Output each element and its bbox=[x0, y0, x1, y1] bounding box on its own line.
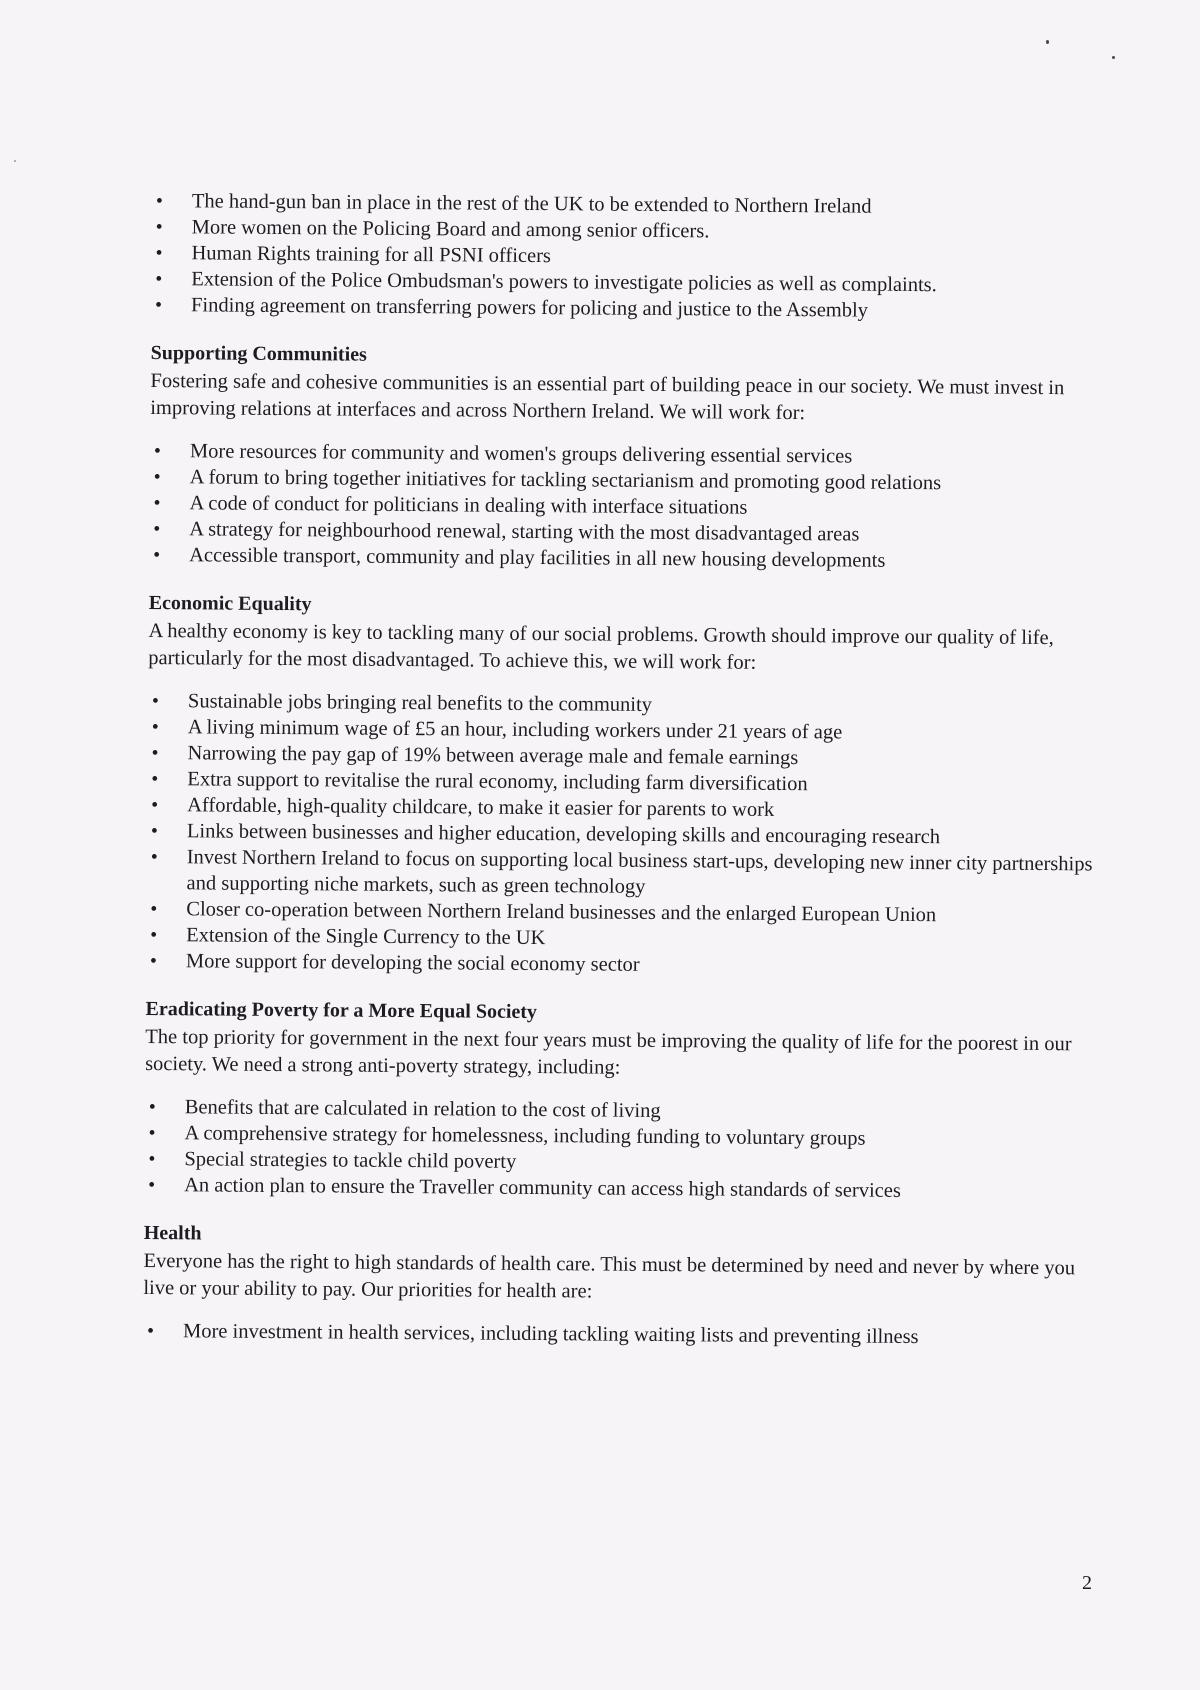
list-item: • Finding agreement on transferring powers for policing and justice to the Assembly bbox=[151, 292, 1111, 326]
scan-speck bbox=[1046, 40, 1049, 44]
list-item: • Sustainable jobs bringing real benefits to the community bbox=[148, 688, 1108, 722]
list-item: • A comprehensive strategy for homelessness, including funding to voluntary groups bbox=[144, 1120, 1104, 1154]
section-heading: Health bbox=[143, 1221, 202, 1245]
section-intro: The top priority for government in the next four years must be improving the quality of life for the poorest in our society. We need a strong anti-poverty strategy, including: bbox=[145, 1025, 1072, 1079]
section-heading: Supporting Communities bbox=[150, 341, 367, 366]
list-item: • Closer co-operation between Northern Ireland businesses and the enlarged European Union bbox=[146, 896, 1106, 930]
list-item: • An action plan to ensure the Traveller community can access high standards of services bbox=[144, 1172, 1104, 1206]
list-item: • More investment in health services, including tackling waiting lists and preventing illness bbox=[143, 1318, 1103, 1352]
list-item: • Extension of the Police Ombudsman's powers to investigate policies as well as complaints. bbox=[151, 266, 1111, 300]
list-item: • The hand-gun ban in place in the rest of the UK to be extended to Northern Ireland bbox=[152, 188, 1112, 222]
section-intro: Fostering safe and cohesive communities is an essential part of building peace in our society. We must invest in improving relations at interfaces and across Northern Ireland. We will work for: bbox=[150, 369, 1065, 425]
list-item: • Invest Northern Ireland to focus on supporting local business start-ups, developing new inner city partnerships and supporting niche markets, such as green technology bbox=[146, 844, 1106, 904]
list-item: • More resources for community and women's groups delivering essential services bbox=[150, 438, 1110, 472]
section-heading: Economic Equality bbox=[148, 591, 312, 616]
list-item: • A living minimum wage of £5 an hour, including workers under 21 years of age bbox=[148, 714, 1108, 748]
section-eradicating-poverty bbox=[144, 996, 1106, 1206]
list-item: • More support for developing the social economy sector bbox=[146, 948, 1106, 982]
document-body bbox=[143, 188, 1112, 1352]
list-item: • A code of conduct for politicians in dealing with interface situations bbox=[149, 490, 1109, 524]
section-list bbox=[144, 1094, 1105, 1206]
list-item: • Benefits that are calculated in relation to the cost of living bbox=[145, 1094, 1105, 1128]
list-item: • A strategy for neighbourhood renewal, starting with the most disadvantaged areas bbox=[149, 516, 1109, 550]
list-item: • A forum to bring together initiatives for tackling sectarianism and promoting good relations bbox=[150, 464, 1110, 498]
list-item: • Accessible transport, community and play facilities in all new housing developments bbox=[149, 542, 1109, 576]
list-item: • Human Rights training for all PSNI officers bbox=[151, 240, 1111, 274]
section-economic-equality bbox=[146, 590, 1109, 982]
section-heading: Eradicating Poverty for a More Equal Society bbox=[145, 997, 538, 1024]
section-list bbox=[146, 688, 1108, 982]
section-supporting-communities bbox=[149, 340, 1111, 576]
list-item: • Narrowing the pay gap of 19% between average male and female earnings bbox=[147, 740, 1107, 774]
scan-speck bbox=[1112, 56, 1115, 59]
list-item: • Extension of the Single Currency to the UK bbox=[146, 922, 1106, 956]
list-item: • Links between businesses and higher education, developing skills and encouraging research bbox=[147, 818, 1107, 852]
scan-speck bbox=[14, 160, 16, 162]
section-intro: Everyone has the right to high standards of health care. This must be determined by need and never by where you live or your ability to pay. Our priorities for health are: bbox=[143, 1249, 1076, 1303]
list-item: • Special strategies to tackle child poverty bbox=[144, 1146, 1104, 1180]
section-list bbox=[149, 438, 1110, 576]
list-item: • Extra support to revitalise the rural economy, including farm diversification bbox=[147, 766, 1107, 800]
page-number: 2 bbox=[1082, 1572, 1092, 1594]
section-list bbox=[143, 1318, 1103, 1352]
list-item: • Affordable, high-quality childcare, to make it easier for parents to work bbox=[147, 792, 1107, 826]
list-item: • More women on the Policing Board and among senior officers. bbox=[152, 214, 1112, 248]
section-intro: A healthy economy is key to tackling many of our social problems. Growth should improve our quality of life, particularly for the most disadvantaged. To achieve this, we will work for: bbox=[148, 619, 1054, 674]
policing-list bbox=[151, 188, 1112, 326]
section-health bbox=[143, 1220, 1104, 1352]
